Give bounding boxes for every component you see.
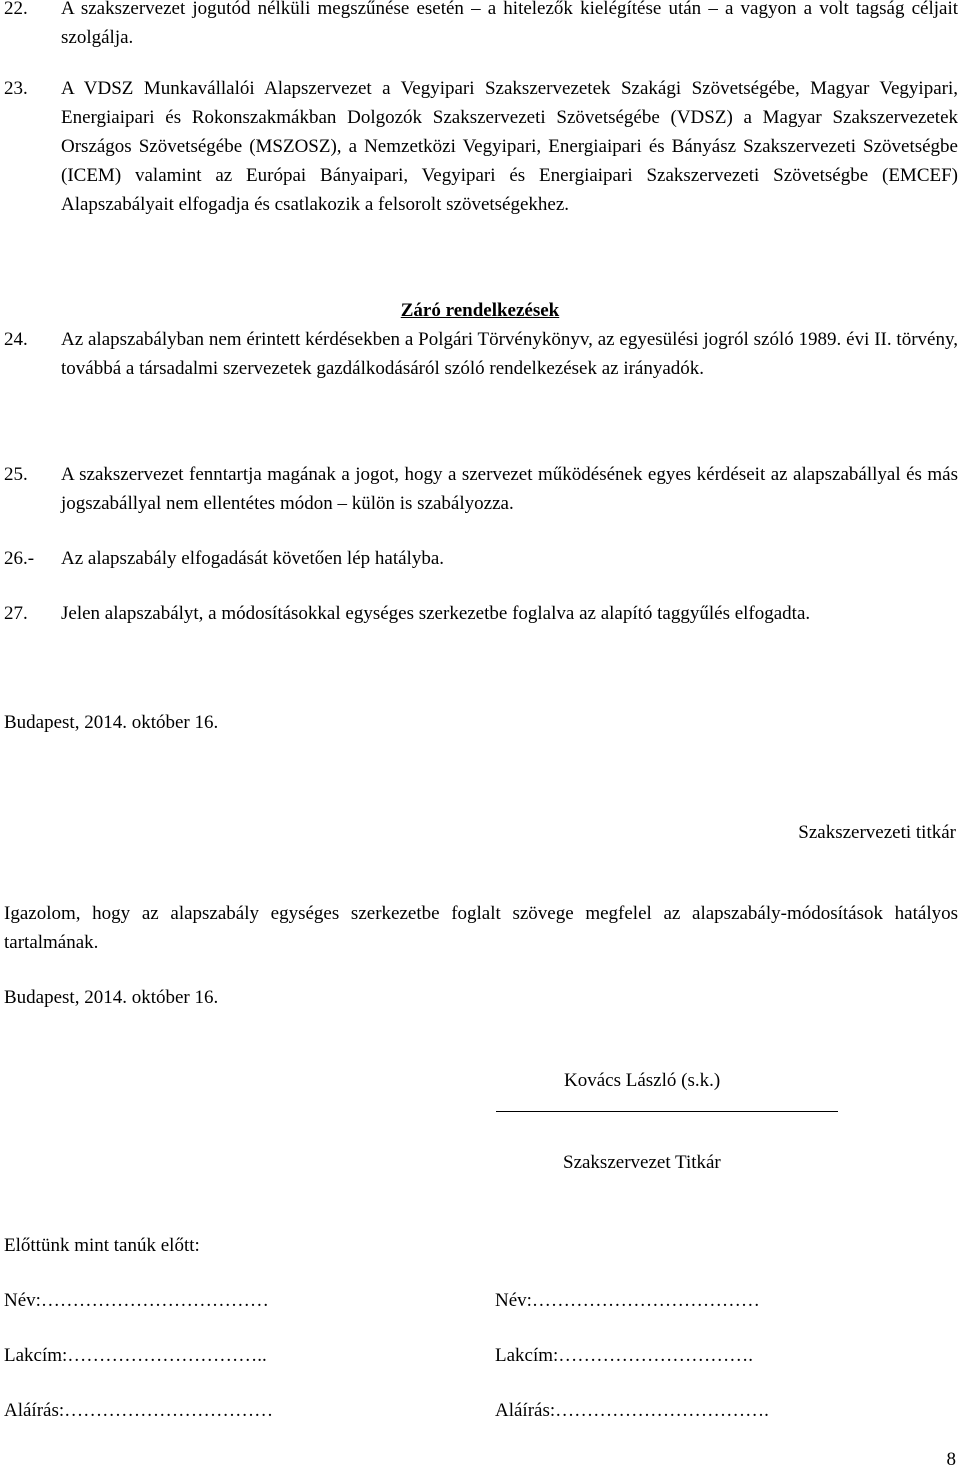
item-text: A szakszervezet jogutód nélküli megszűnése esetén – a hitelezők kielégítése után – a vagyon a volt tagság céljait szolgálja. (61, 0, 958, 48)
witness-left-name: Név:……………………………… (4, 1290, 269, 1311)
signer-title: Szakszervezet Titkár (563, 1152, 721, 1173)
place-date-second: Budapest, 2014. október 16. (4, 987, 219, 1008)
signature-title: Szakszervezeti titkár (798, 822, 956, 843)
page-number: 8 (946, 1449, 956, 1470)
item-25 (4, 460, 958, 518)
witness-left-address: Lakcím:………………………….. (4, 1345, 267, 1366)
item-23 (4, 74, 958, 219)
item-text: A VDSZ Munkavállalói Alapszervezet a Vegyipari Szakszervezetek Szakági Szövetségébe, Magyar Vegyipari, Energiaipari és Rokonszakmákban Dolgozók Szakszervezeti Szövetségébe (VDSZ) a Magyar Szakszervezetek Országos Szövetségébe (MSZOSZ), a Nemzetközi Vegyipari, Energiaipari és Bányász Szakszervezeti Szövetségbe (ICEM) valamint az Európai Bányaipari, Vegyipari és Energiaipari Szakszervezeti Szövetségbe (EMCEF) Alapszabályait elfogadja és csatlakozik a felsorolt szövetségekhez. (61, 78, 958, 215)
item-24 (4, 325, 958, 383)
certification-body: Igazolom, hogy az alapszabály egységes szerkezetbe foglalt szövege megfelel az alapszabály-módosítások hatályos tartalmának. (4, 903, 958, 953)
witness-right-address: Lakcím:…………………………. (495, 1345, 754, 1366)
item-27 (4, 599, 958, 628)
witness-left-signature: Aláírás:…………………………… (4, 1400, 274, 1421)
item-text: Az alapszabályban nem érintett kérdésekben a Polgári Törvénykönyv, az egyesülési jogról szóló 1989. évi II. törvény, továbbá a társadalmi szervezetek gazdálkodásáról szóló rendelkezések az irányadók. (61, 329, 958, 379)
item-number: 23. (4, 78, 28, 99)
witnesses-heading: Előttünk mint tanúk előtt: (4, 1235, 200, 1256)
certification-text (4, 899, 958, 957)
item-number: 25. (4, 464, 28, 485)
item-number: 27. (4, 603, 28, 624)
place-date: Budapest, 2014. október 16. (4, 712, 219, 733)
witness-right-name: Név:……………………………… (495, 1290, 760, 1311)
item-number: 22. (4, 0, 28, 19)
witness-right-signature: Aláírás:……………………………. (495, 1400, 769, 1421)
item-number: 24. (4, 329, 28, 350)
item-26 (4, 544, 958, 573)
signature-line (496, 1111, 838, 1112)
section-heading: Záró rendelkezések (400, 300, 560, 321)
item-number: 26.- (4, 548, 35, 569)
signer-name: Kovács László (s.k.) (564, 1070, 721, 1091)
item-text: A szakszervezet fenntartja magának a jogot, hogy a szervezet működésének egyes kérdéseit az alapszabállyal és más jogszabállyal nem ellentétes módon – külön is szabályozza. (61, 464, 958, 514)
item-text: Az alapszabály elfogadását követően lép hatályba. (61, 548, 444, 569)
item-22 (4, 0, 958, 52)
item-text: Jelen alapszabályt, a módosításokkal egységes szerkezetbe foglalva az alapító taggyűlés elfogadta. (61, 603, 811, 624)
